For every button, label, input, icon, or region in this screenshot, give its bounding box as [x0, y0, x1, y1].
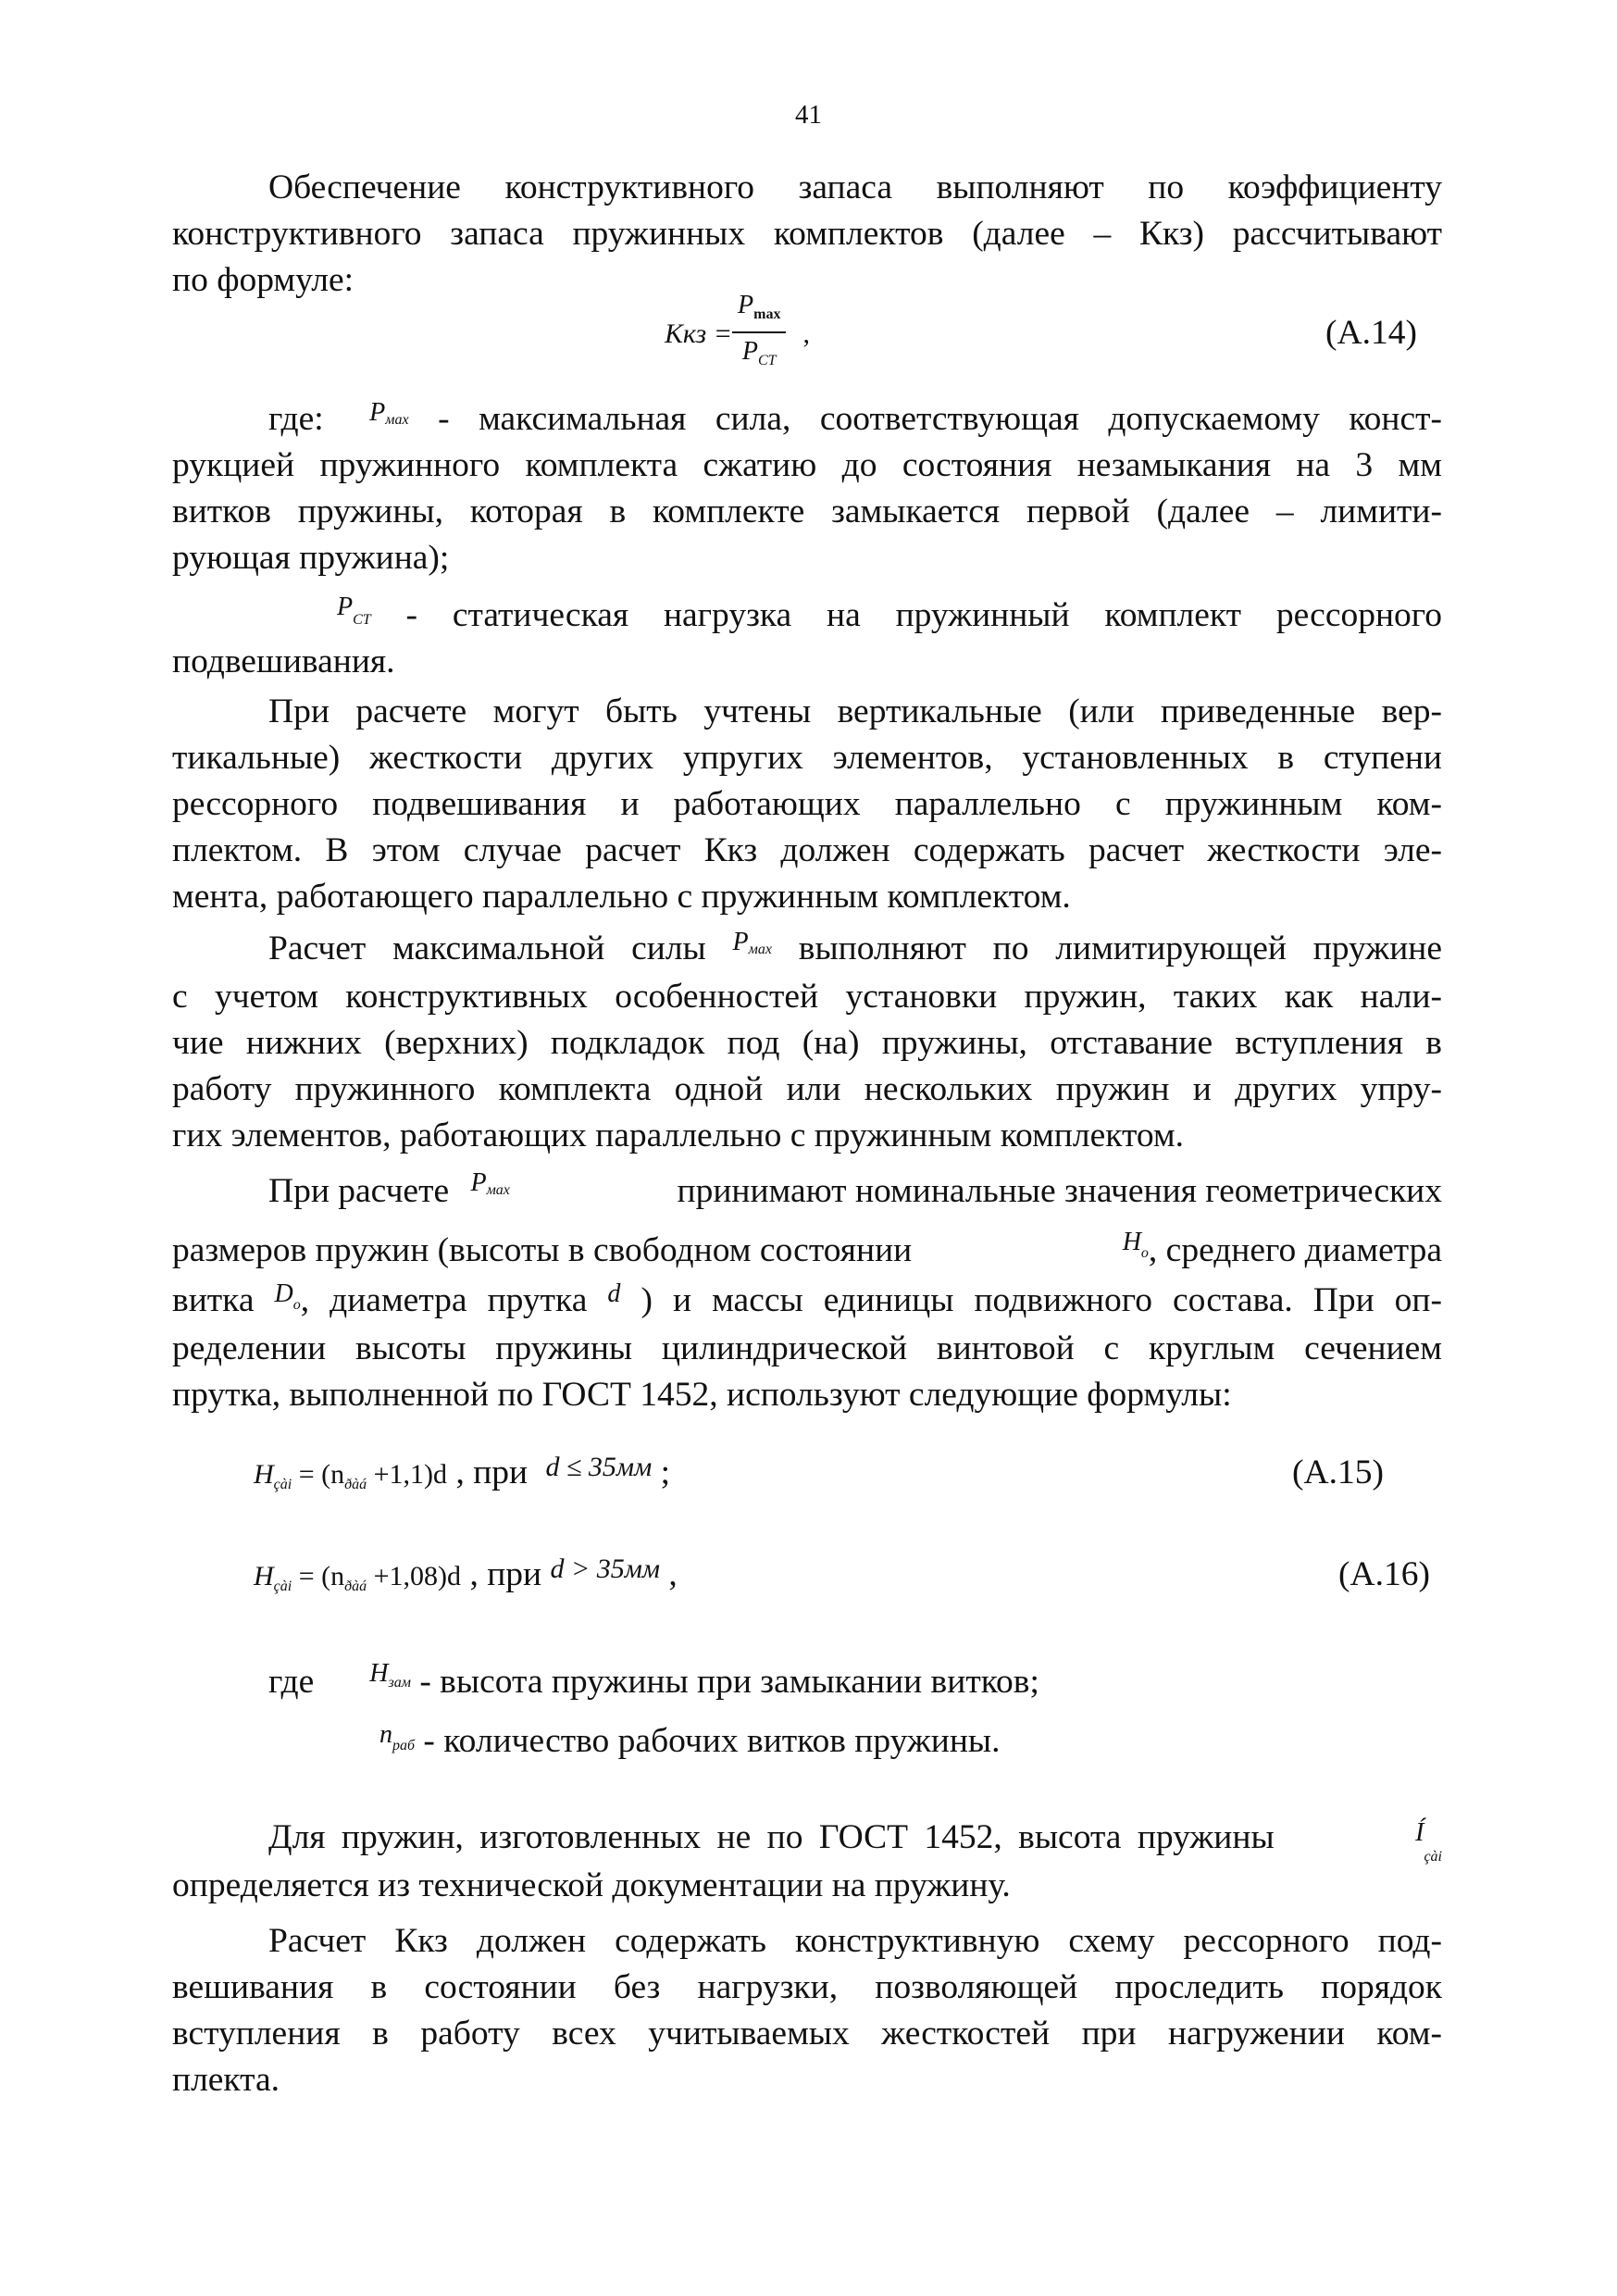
equation-a14	[665, 293, 810, 376]
p1-line3: по формуле:	[172, 261, 354, 299]
p4-sym2: H	[1122, 1228, 1141, 1256]
p3-text1a: Расчет максимальной силы	[268, 930, 733, 967]
p5-text1a: Для пружин, изготовленных не по ГОСТ 1452, высота пружины	[268, 1818, 1275, 1856]
p4-text3c: ) и массы единицы подвижного состава. При оп-	[620, 1281, 1442, 1319]
eq16-mid: = (n	[292, 1561, 345, 1591]
eq14-num: P	[738, 291, 754, 319]
p6-line4: плекта.	[172, 2061, 280, 2099]
def3-sym2: n	[379, 1720, 392, 1749]
eq15-pri: , при	[447, 1454, 537, 1491]
def3-text1: - высота пружины при замыкании витков;	[410, 1663, 1039, 1701]
def2-sym-sub: СТ	[353, 612, 371, 628]
p3-line4: работу пружинного комплекта одной или нескольких пружин и других упру-	[172, 1070, 1442, 1108]
eq15-end: ;	[652, 1454, 671, 1491]
p6-line1: Расчет Ккз должен содержать конструктивную схему рессорного под-	[268, 1922, 1442, 1960]
p4-text2b: , среднего диаметра	[1148, 1231, 1442, 1269]
eq14-comma: ,	[802, 318, 810, 349]
p4-sym1-sub: мах	[486, 1182, 510, 1198]
page-number: 41	[795, 100, 822, 130]
p2-line1: При расчете могут быть учтены вертикальные (или приведенные вер-	[268, 693, 1442, 730]
p2-line5: мента, работающего параллельно с пружинным комплектом.	[172, 878, 1071, 916]
def2-sym: P	[337, 593, 354, 621]
p4-text3a: витка	[172, 1281, 275, 1319]
p3-sym-sub: мах	[748, 942, 772, 957]
p4-sym3: D	[274, 1279, 293, 1308]
eq14-label: (А.14)	[1325, 314, 1417, 352]
p6-line2: вешивания в состоянии без нагрузки, позволяющей проследить порядок	[172, 1968, 1442, 2006]
eq16-cond: d > 35мм	[550, 1554, 660, 1584]
def1-line3: витков пружины, которая в комплекте замыкается первой (далее – лимити-	[172, 493, 1442, 530]
p4-line5: прутка, выполненной по ГОСТ 1452, используют следующие формулы:	[172, 1376, 1232, 1414]
eq16-mid-sub: ðàá	[344, 1578, 367, 1594]
eq14-fraction	[732, 291, 786, 378]
eq14-num-sub: max	[753, 306, 781, 322]
p2-line3: рессорного подвешивания и работающих параллельно с пружинным ком-	[172, 785, 1442, 823]
eq15-lhs-sub: çài	[273, 1477, 292, 1492]
p2-line4: плектом. В этом случае расчет Ккз должен содержать расчет жесткости эле-	[172, 831, 1442, 869]
def3-where: где	[268, 1663, 315, 1701]
p5-sym-sub: çài	[1424, 1849, 1442, 1865]
p4-sym1: P	[470, 1168, 487, 1197]
def2-line2: подвешивания.	[172, 643, 395, 680]
eq16-lhs-sub: çài	[273, 1578, 292, 1594]
p4-sym3-sub: o	[292, 1297, 301, 1313]
p2-line2: тикальные) жесткости других упругих элементов, установленных в ступени	[172, 739, 1442, 777]
def3-sym2-sub: раб	[392, 1738, 416, 1753]
def1-line4: рующая пружина);	[172, 539, 450, 577]
p4-line4: ределении высоты пружины цилиндрической винтовой с круглым сечением	[172, 1329, 1442, 1367]
def3-sym1: H	[369, 1659, 389, 1688]
eq15-rhs: +1,1)d	[367, 1459, 448, 1490]
eq16-label: (А.16)	[1338, 1555, 1430, 1593]
eq15-mid: = (n	[292, 1459, 345, 1490]
p4-text1a: При расчете	[268, 1172, 458, 1210]
def3-text2: - количество рабочих витков пружины.	[415, 1722, 1001, 1760]
eq16-pri: , при	[461, 1555, 551, 1593]
def1-where: где:	[268, 400, 324, 438]
eq16-rhs: +1,08)d	[367, 1561, 462, 1591]
eq14-lhs: Ккз =	[665, 318, 733, 349]
p3-line3: чие нижних (верхних) подкладок под (на) пружины, отставание вступления в	[172, 1024, 1442, 1062]
def1-sym-sub: мах	[385, 412, 409, 428]
p4-sym2-sub: o	[1140, 1245, 1149, 1261]
eq15-mid-sub: ðàá	[344, 1477, 367, 1492]
p3-line5: гих элементов, работающих параллельно с пружинным комплектом.	[172, 1117, 1184, 1154]
equation-a16	[254, 1552, 678, 1598]
def1-text1: - максимальная сила, соответствующая допускаемому конст-	[408, 400, 1442, 438]
eq16-end: ,	[660, 1555, 678, 1593]
eq15-label: (А.15)	[1292, 1454, 1384, 1491]
eq15-cond: d ≤ 35мм	[545, 1452, 653, 1482]
equation-a15	[254, 1450, 670, 1496]
p3-text1b: выполняют по лимитирующей пружине	[771, 930, 1442, 967]
def1-line2: рукцией пружинного комплекта сжатию до состояния незамыкания на 3 мм	[172, 446, 1442, 484]
p1-line2: конструктивного запаса пружинных комплектов (далее – Ккз) рассчитывают	[172, 215, 1442, 253]
p4-sym4: d	[607, 1279, 621, 1308]
p5-sym: Í	[1415, 1818, 1424, 1847]
p3-sym: P	[732, 928, 749, 956]
eq16-lhs: H	[254, 1561, 274, 1591]
p6-line3: вступления в работу всех учитываемых жесткостей при нагружении ком-	[172, 2015, 1442, 2053]
p4-text1b: принимают номинальные значения геометрических	[677, 1172, 1442, 1210]
eq14-den-sub: СТ	[758, 353, 777, 368]
p4-text2a: размеров пружин (высоты в свободном состоянии	[172, 1231, 913, 1269]
def2-text1: - статическая нагрузка на пружинный комплект рессорного	[370, 596, 1442, 634]
p4-line1	[172, 1168, 1442, 1227]
p1-line1: Обеспечение конструктивного запаса выполняют по коэффициенту	[268, 168, 1442, 206]
def3-line1	[268, 1659, 1194, 1717]
p4-text3b: , диаметра прутка	[300, 1281, 608, 1319]
def3-sym1-sub: зам	[388, 1675, 411, 1691]
p5-line2: определяется из технической документации на пружину.	[172, 1866, 1011, 1904]
eq14-den: P	[741, 337, 758, 366]
def3-line2	[379, 1718, 1213, 1777]
eq15-lhs: H	[254, 1459, 274, 1490]
p3-line2: с учетом конструктивных особенностей установки пружин, таких как нали-	[172, 978, 1442, 1016]
def1-sym: P	[369, 398, 386, 427]
